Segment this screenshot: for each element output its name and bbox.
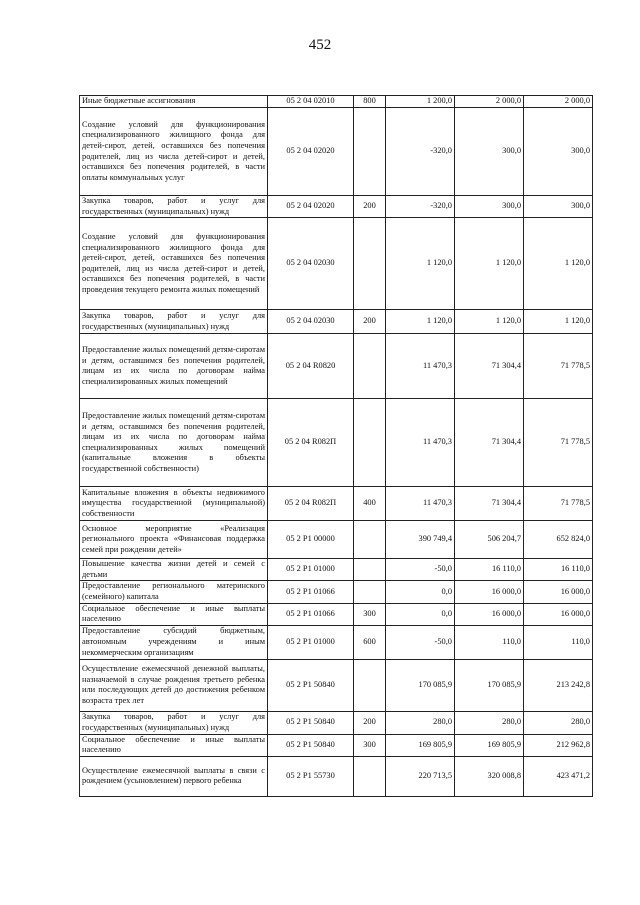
row-value-1-cell: -320,0 <box>386 196 455 218</box>
row-code-cell: 05 2 P1 00000 <box>268 521 354 559</box>
row-value-3-cell: 213 242,8 <box>524 659 593 711</box>
row-value-2-cell: 16 000,0 <box>455 581 524 603</box>
table-row <box>80 521 593 559</box>
table-row <box>80 603 593 625</box>
row-name-cell: Осуществление ежемесячной выплаты в связи с рождением (усыновлением) первого ребенка <box>80 756 268 796</box>
table-row <box>80 96 593 108</box>
row-value-2-cell: 16 000,0 <box>455 603 524 625</box>
row-value-1-cell: 1 120,0 <box>386 218 455 310</box>
row-code-cell: 05 2 04 R082П <box>268 399 354 487</box>
row-value-3-cell: 300,0 <box>524 196 593 218</box>
row-value-1-cell: -320,0 <box>386 108 455 196</box>
row-value-1-cell: -50,0 <box>386 559 455 581</box>
row-value-1-cell: 390 749,4 <box>386 521 455 559</box>
row-code-cell: 05 2 P1 01000 <box>268 625 354 659</box>
budget-table <box>79 95 593 797</box>
row-name-cell: Предоставление субсидий бюджетным, автономным учреждениям и иным некоммерческим организациям <box>80 625 268 659</box>
row-code-cell: 05 2 04 R0820 <box>268 334 354 399</box>
row-type-cell: 300 <box>354 734 386 756</box>
row-value-3-cell: 16 000,0 <box>524 603 593 625</box>
row-code-cell: 05 2 P1 01066 <box>268 581 354 603</box>
row-value-1-cell: 169 805,9 <box>386 734 455 756</box>
row-value-3-cell: 16 000,0 <box>524 581 593 603</box>
row-value-3-cell: 212 962,8 <box>524 734 593 756</box>
row-code-cell: 05 2 04 02020 <box>268 108 354 196</box>
row-type-cell <box>354 521 386 559</box>
table-row <box>80 734 593 756</box>
row-type-cell <box>354 581 386 603</box>
row-code-cell: 05 2 04 02020 <box>268 196 354 218</box>
row-name-cell: Закупка товаров, работ и услуг для государственных (муниципальных) нужд <box>80 196 268 218</box>
row-type-cell <box>354 334 386 399</box>
table-row <box>80 399 593 487</box>
row-value-3-cell: 423 471,2 <box>524 756 593 796</box>
row-value-1-cell: 0,0 <box>386 603 455 625</box>
row-code-cell: 05 2 04 02010 <box>268 96 354 108</box>
row-value-2-cell: 1 120,0 <box>455 218 524 310</box>
row-code-cell: 05 2 04 02030 <box>268 310 354 334</box>
row-value-3-cell: 300,0 <box>524 108 593 196</box>
row-name-cell: Предоставление жилых помещений детям-сиротам и детям, оставшимся без попечения родителей, лицам из их числа по договорам найма специализированных жилых помещений <box>80 334 268 399</box>
row-type-cell: 200 <box>354 310 386 334</box>
row-type-cell <box>354 399 386 487</box>
row-value-1-cell: 1 200,0 <box>386 96 455 108</box>
table-row <box>80 711 593 734</box>
row-type-cell <box>354 659 386 711</box>
row-name-cell: Социальное обеспечение и иные выплаты населению <box>80 734 268 756</box>
row-type-cell: 800 <box>354 96 386 108</box>
row-value-1-cell: 11 470,3 <box>386 487 455 521</box>
table-row <box>80 487 593 521</box>
row-code-cell: 05 2 P1 50840 <box>268 711 354 734</box>
row-code-cell: 05 2 P1 50840 <box>268 734 354 756</box>
row-name-cell: Капитальные вложения в объекты недвижимого имущества государственной (муниципальной) собственности <box>80 487 268 521</box>
row-type-cell <box>354 218 386 310</box>
row-type-cell <box>354 108 386 196</box>
row-code-cell: 05 2 P1 01066 <box>268 603 354 625</box>
row-name-cell: Создание условий для функционирования специализированного жилищного фонда для детей-сирот, детей, оставшихся без попечения родителей, лиц из числа детей-сирот и детей, оставшихся без попечения родителей, в части оплаты коммунальных услуг <box>80 108 268 196</box>
row-name-cell: Создание условий для функционирования специализированного жилищного фонда для детей-сирот, детей, оставшихся без попечения родителей, лиц из числа детей-сирот и детей, оставшихся без попечения родителей, в части проведения текущего ремонта жилых помещений <box>80 218 268 310</box>
row-value-3-cell: 652 824,0 <box>524 521 593 559</box>
row-type-cell <box>354 559 386 581</box>
row-code-cell: 05 2 P1 55730 <box>268 756 354 796</box>
table-row <box>80 196 593 218</box>
row-value-2-cell: 506 204,7 <box>455 521 524 559</box>
row-value-3-cell: 1 120,0 <box>524 218 593 310</box>
row-value-2-cell: 1 120,0 <box>455 310 524 334</box>
row-type-cell: 300 <box>354 603 386 625</box>
row-value-1-cell: 170 085,9 <box>386 659 455 711</box>
row-code-cell: 05 2 P1 50840 <box>268 659 354 711</box>
row-value-1-cell: 280,0 <box>386 711 455 734</box>
row-name-cell: Предоставление регионального материнского (семейного) капитала <box>80 581 268 603</box>
row-name-cell: Основное мероприятие «Реализация регионального проекта «Финансовая поддержка семей при рождении детей» <box>80 521 268 559</box>
row-value-3-cell: 71 778,5 <box>524 399 593 487</box>
table-row <box>80 559 593 581</box>
row-value-2-cell: 2 000,0 <box>455 96 524 108</box>
row-name-cell: Закупка товаров, работ и услуг для государственных (муниципальных) нужд <box>80 711 268 734</box>
row-value-1-cell: -50,0 <box>386 625 455 659</box>
row-value-3-cell: 71 778,5 <box>524 334 593 399</box>
row-value-2-cell: 16 110,0 <box>455 559 524 581</box>
row-value-1-cell: 220 713,5 <box>386 756 455 796</box>
row-name-cell: Повышение качества жизни детей и семей с детьми <box>80 559 268 581</box>
row-value-2-cell: 110,0 <box>455 625 524 659</box>
row-value-2-cell: 169 805,9 <box>455 734 524 756</box>
row-value-1-cell: 0,0 <box>386 581 455 603</box>
table-row <box>80 625 593 659</box>
row-value-2-cell: 71 304,4 <box>455 399 524 487</box>
row-name-cell: Осуществление ежемесячной денежной выплаты, назначаемой в случае рождения третьего ребенка или последующих детей до достижения ребенком возраста трех лет <box>80 659 268 711</box>
row-value-2-cell: 71 304,4 <box>455 487 524 521</box>
row-value-1-cell: 11 470,3 <box>386 334 455 399</box>
table-row <box>80 108 593 196</box>
row-code-cell: 05 2 P1 01000 <box>268 559 354 581</box>
row-name-cell: Закупка товаров, работ и услуг для государственных (муниципальных) нужд <box>80 310 268 334</box>
row-type-cell: 400 <box>354 487 386 521</box>
row-value-3-cell: 71 778,5 <box>524 487 593 521</box>
table-row <box>80 659 593 711</box>
row-code-cell: 05 2 04 02030 <box>268 218 354 310</box>
page-number: 452 <box>308 37 332 53</box>
table-row <box>80 310 593 334</box>
row-value-3-cell: 16 110,0 <box>524 559 593 581</box>
table-row <box>80 334 593 399</box>
row-value-2-cell: 320 008,8 <box>455 756 524 796</box>
row-type-cell: 600 <box>354 625 386 659</box>
row-type-cell: 200 <box>354 196 386 218</box>
row-value-2-cell: 280,0 <box>455 711 524 734</box>
table-row <box>80 218 593 310</box>
row-value-2-cell: 300,0 <box>455 108 524 196</box>
row-name-cell: Социальное обеспечение и иные выплаты населению <box>80 603 268 625</box>
row-value-3-cell: 280,0 <box>524 711 593 734</box>
row-value-3-cell: 1 120,0 <box>524 310 593 334</box>
row-type-cell <box>354 756 386 796</box>
table-row <box>80 581 593 603</box>
row-code-cell: 05 2 04 R082П <box>268 487 354 521</box>
row-value-3-cell: 2 000,0 <box>524 96 593 108</box>
row-value-2-cell: 71 304,4 <box>455 334 524 399</box>
row-name-cell: Предоставление жилых помещений детям-сиротам и детям, оставшимся без попечения родителей, лицам из их числа по договорам найма специализированных жилых помещений (капитальные вложения в объекты государственной собственности) <box>80 399 268 487</box>
row-value-2-cell: 170 085,9 <box>455 659 524 711</box>
table-row <box>80 756 593 796</box>
row-type-cell: 200 <box>354 711 386 734</box>
row-value-1-cell: 1 120,0 <box>386 310 455 334</box>
row-name-cell: Иные бюджетные ассигнования <box>80 96 268 108</box>
row-value-2-cell: 300,0 <box>455 196 524 218</box>
row-value-3-cell: 110,0 <box>524 625 593 659</box>
row-value-1-cell: 11 470,3 <box>386 399 455 487</box>
